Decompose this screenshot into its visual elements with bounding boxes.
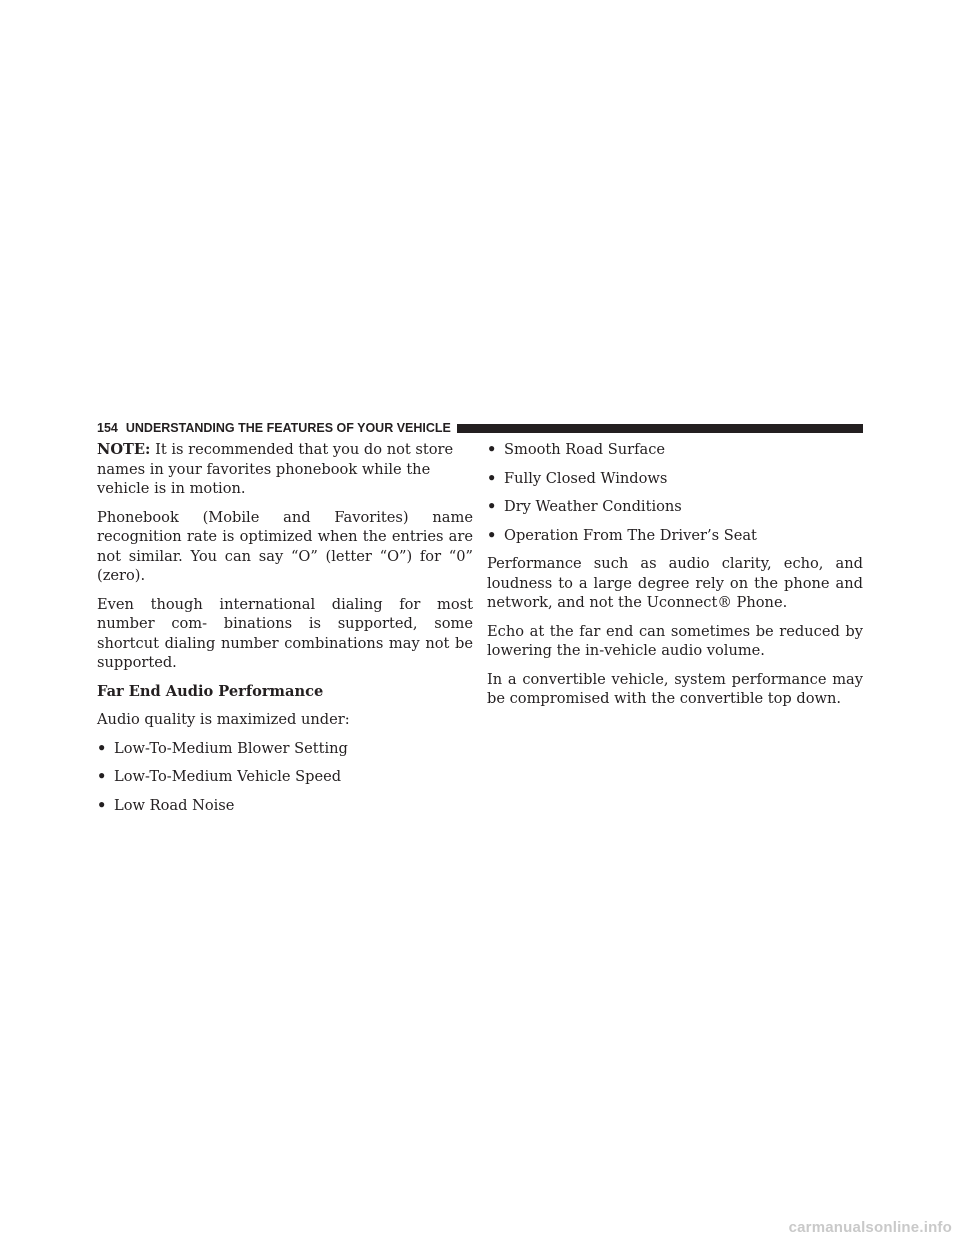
page-number: 154 (97, 421, 118, 435)
far-end-audio-heading: Far End Audio Performance (97, 682, 324, 700)
page-header (97, 419, 863, 437)
audio-conditions-list-left (97, 739, 473, 816)
note-text: It is recommended that you do not store names in your favorites phonebook while the vehicle is in motion. (97, 441, 454, 497)
list-item: • Smooth Road Surface (487, 441, 666, 458)
list-item: • Low-To-Medium Vehicle Speed (97, 768, 342, 785)
bullet-icon: • (487, 526, 497, 544)
list-item: • Operation From The Driver’s Seat (487, 526, 757, 544)
audio-conditions-list-right (487, 440, 863, 545)
list-item: • Fully Closed Windows (487, 469, 668, 487)
bullet-icon: • (97, 739, 107, 757)
bullet-icon: • (97, 768, 107, 785)
bullet-icon: • (487, 469, 497, 487)
bullet-icon: • (487, 441, 497, 458)
watermark: carmanualsonline.info (788, 1219, 952, 1236)
convertible-paragraph: In a convertible vehicle, system performance may be compromised with the convertible top down. (487, 670, 863, 707)
audio-quality-intro: Audio quality is maximized under: (97, 711, 350, 728)
international-dialing-paragraph: Even though international dialing for most number com- binations is supported, some shortcut dialing number combinations may not be supported. (97, 595, 473, 671)
list-item: • Dry Weather Conditions (487, 498, 682, 515)
performance-paragraph: Performance such as audio clarity, echo, and loudness to a large degree rely on the phone and network, and not the Uconnect® Phone. (487, 555, 863, 611)
list-item: • Low Road Noise (97, 796, 235, 814)
bullet-icon: • (487, 498, 497, 515)
phonebook-paragraph: Phonebook (Mobile and Favorites) name recognition rate is optimized when the entries are not similar. You can say “O” (letter “O”) for “0” (zero). (97, 508, 473, 584)
right-column (487, 440, 863, 718)
note-label: NOTE: (97, 441, 151, 458)
section-title: UNDERSTANDING THE FEATURES OF YOUR VEHICLE (125, 421, 451, 435)
list-item: • Low-To-Medium Blower Setting (97, 739, 348, 757)
note-paragraph (97, 440, 473, 499)
left-column (97, 440, 473, 824)
echo-paragraph: Echo at the far end can sometimes be reduced by lowering the in-vehicle audio volume. (487, 622, 863, 659)
header-rule (457, 424, 863, 433)
bullet-icon: • (97, 796, 107, 814)
